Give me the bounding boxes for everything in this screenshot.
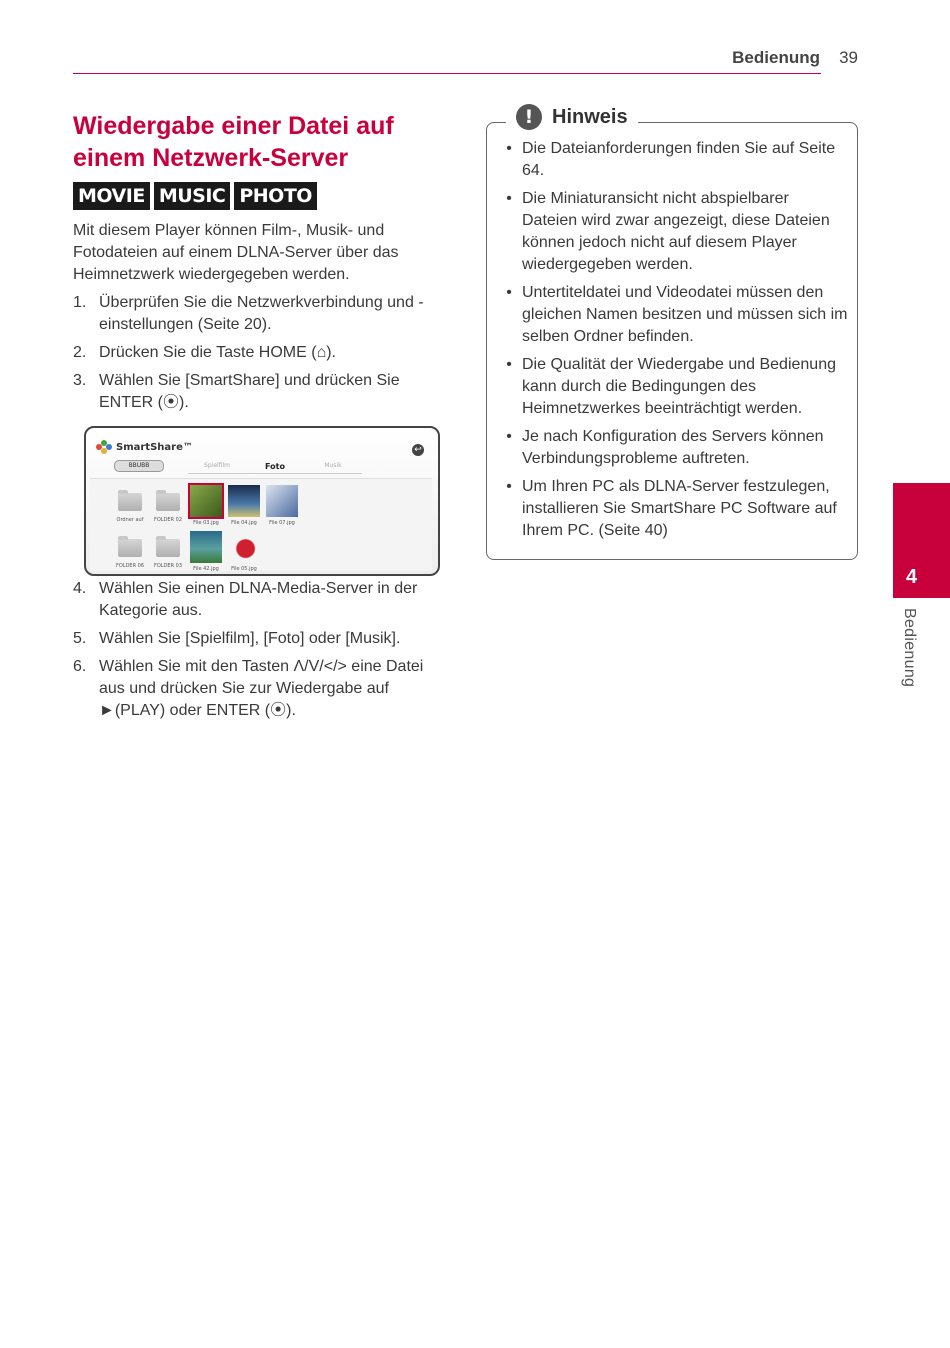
tab-musik[interactable]: Musik — [304, 462, 362, 474]
grid-item-up[interactable] — [112, 485, 148, 523]
folder-icon — [156, 493, 180, 511]
step-4: 4. Wählen Sie einen DLNA-Media-Server in der Kategorie aus. — [73, 580, 418, 619]
grid-item-label: FOLDER 06 — [115, 563, 145, 569]
intro-text: Mit diesem Player können Film-, Musik- und Fotodateien auf einem DLNA-Server über das Heimnetzwerk wiedergegeben werden. — [73, 222, 399, 283]
header-section: Bedienung — [732, 48, 820, 67]
grid-item-label: File 07.jpg — [269, 520, 295, 526]
tag-photo: PHOTO — [234, 182, 317, 210]
smartshare-tabs — [188, 462, 362, 474]
grid-item-label: File 05.jpg — [231, 566, 257, 572]
grid-item-photo[interactable] — [188, 485, 224, 526]
grid-item-label: FOLDER 03 — [153, 563, 183, 569]
note-list — [496, 138, 848, 548]
note-item: • Untertiteldatei und Videodatei müssen den gleichen Namen besitzen und müssen sich im selben Ordner befinden. — [506, 284, 848, 345]
grid-item-label: File 04.jpg — [231, 520, 257, 526]
folder-up-icon — [118, 493, 142, 511]
smartshare-screenshot — [84, 426, 440, 576]
tab-foto[interactable]: Foto — [246, 462, 304, 474]
grid-item-photo[interactable] — [264, 485, 300, 526]
steps-list-1 — [73, 292, 453, 420]
grid-item-label: FOLDER 02 — [153, 517, 183, 523]
grid-item-photo[interactable] — [226, 485, 262, 526]
step-2: 2. Drücken Sie die Taste HOME (⌂). — [73, 344, 336, 361]
grid-item-label: File 03.jpg — [193, 520, 219, 526]
grid-item-label: File 42.jpg — [193, 566, 219, 572]
grid-item-folder[interactable] — [150, 531, 186, 569]
chapter-label: Bedienung — [901, 608, 918, 688]
header-rule — [73, 73, 821, 74]
media-tags — [73, 182, 317, 210]
photo-thumbnail — [228, 531, 260, 563]
file-grid — [90, 478, 432, 571]
grid-item-photo[interactable] — [226, 531, 262, 572]
note-item: • Die Dateianforderungen finden Sie auf Seite 64. — [506, 140, 836, 179]
back-icon[interactable]: ↩ — [412, 444, 424, 456]
note-item: • Die Miniaturansicht nicht abspielbarer Dateien wird zwar angezeigt, diese Dateien können jedoch nicht auf diesem Player wiedergegeben werden. — [506, 190, 830, 273]
smartshare-logo-icon — [96, 440, 114, 454]
note-header — [506, 104, 638, 130]
grid-item-photo[interactable] — [188, 531, 224, 572]
grid-item-folder[interactable] — [112, 531, 148, 569]
steps-list-2 — [73, 578, 453, 728]
photo-thumbnail — [228, 485, 260, 517]
server-selector[interactable]: BBUBB — [114, 460, 164, 472]
photo-thumbnail — [190, 531, 222, 563]
folder-icon — [156, 539, 180, 557]
note-item: • Um Ihren PC als DLNA-Server festzulegen, installieren Sie SmartShare PC Software auf Ihrem PC. (Seite 40) — [506, 478, 837, 539]
step-5: 5. Wählen Sie [Spielfilm], [Foto] oder [Musik]. — [73, 630, 401, 647]
note-item: • Die Qualität der Wiedergabe und Bedienung kann durch die Bedingungen des Heimnetzwerkes beeinträchtigt werden. — [506, 356, 836, 417]
page-number: 39 — [839, 48, 858, 67]
folder-icon — [118, 539, 142, 557]
tag-music: MUSIC — [154, 182, 231, 210]
tag-movie: MOVIE — [73, 182, 150, 210]
grid-item-label: Ordner auf — [116, 517, 144, 523]
tab-spielfilm[interactable]: Spielfilm — [188, 462, 246, 474]
exclamation-icon: ! — [516, 104, 542, 130]
section-title: Wiedergabe einer Datei auf einem Netzwerk-Server — [73, 112, 394, 172]
photo-thumbnail — [190, 485, 222, 517]
chapter-number: 4 — [905, 566, 918, 588]
note-item: • Je nach Konfiguration des Servers können Verbindungsprobleme auftreten. — [506, 428, 824, 467]
step-1: 1. Überprüfen Sie die Netzwerkverbindung und -einstellungen (Seite 20). — [73, 294, 424, 333]
smartshare-title: SmartShare™ — [116, 442, 193, 453]
step-3: 3. Wählen Sie [SmartShare] und drücken Sie ENTER (⦿). — [73, 372, 400, 411]
note-title: Hinweis — [552, 105, 628, 128]
photo-thumbnail — [266, 485, 298, 517]
step-6: 6. Wählen Sie mit den Tasten Λ/V/</> eine Datei aus und drücken Sie zur Wiedergabe auf ►(PLAY) oder ENTER (⦿). — [73, 658, 424, 719]
grid-item-folder[interactable] — [150, 485, 186, 523]
